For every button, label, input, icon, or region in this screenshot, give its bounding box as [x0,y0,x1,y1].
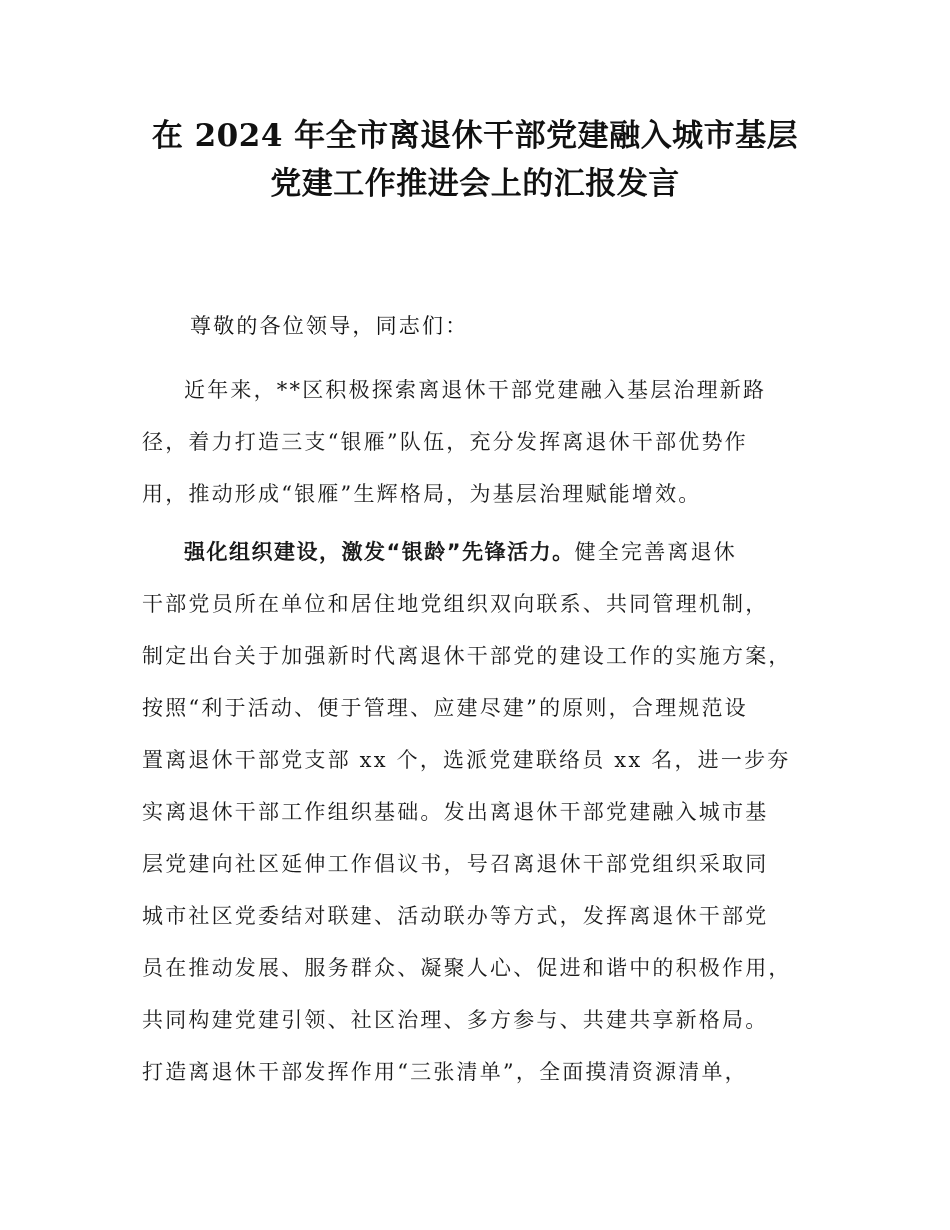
paragraph-1 [142,364,824,520]
paragraph-2-line-5: 置离退休干部党支部 xx 个，选派党建联络员 xx 名，进一步夯 [142,748,791,772]
paragraph-1-line-2: 径，着力打造三支“银雁”队伍，充分发挥离退休干部优势作 [142,430,748,454]
title-line-1: 在 2024 年全市离退休干部党建融入城市基层 [151,118,799,154]
paragraph-2-line-8: 城市社区党委结对联建、活动联办等方式，发挥离退休干部党 [142,904,769,928]
paragraph-2-line-3: 制定出台关于加强新时代离退休干部党的建设工作的实施方案， [142,644,792,668]
paragraph-2-line-4: 按照“利于活动、便于管理、应建尽建”的原则，合理规范设 [142,696,748,720]
document-title [100,112,850,208]
paragraph-2 [142,526,824,1098]
paragraph-2-line-1 [142,526,824,578]
paragraph-1-line-3: 用，推动形成“银雁”生辉格局，为基层治理赋能增效。 [142,482,702,506]
title-line-2: 党建工作推进会上的汇报发言 [270,166,680,202]
paragraph-2-line-10: 共同构建党建引领、社区治理、多方参与、共建共享新格局。 [142,1008,769,1032]
paragraph-2-line-11: 打造离退休干部发挥作用“三张清单”，全面摸清资源清单， [142,1060,748,1084]
paragraph-2-line-1-rest: 健全完善离退休 [574,540,738,564]
paragraph-2-lead: 强化组织建设，激发“银龄”先锋活力。 [184,540,575,564]
paragraph-2-line-9: 员在推动发展、服务群众、凝聚人心、促进和谐中的积极作用， [142,956,792,980]
paragraph-2-line-2: 干部党员所在单位和居住地党组织双向联系、共同管理机制， [142,592,769,616]
paragraph-2-line-7: 层党建向社区延伸工作倡议书，号召离退休干部党组织采取同 [142,852,769,876]
paragraph-1-line-1: 近年来，**区积极探索离退休干部党建融入基层治理新路 [184,378,767,402]
paragraph-2-line-6: 实离退休干部工作组织基础。发出离退休干部党建融入城市基 [142,800,769,824]
greeting: 尊敬的各位领导，同志们： [190,314,469,338]
